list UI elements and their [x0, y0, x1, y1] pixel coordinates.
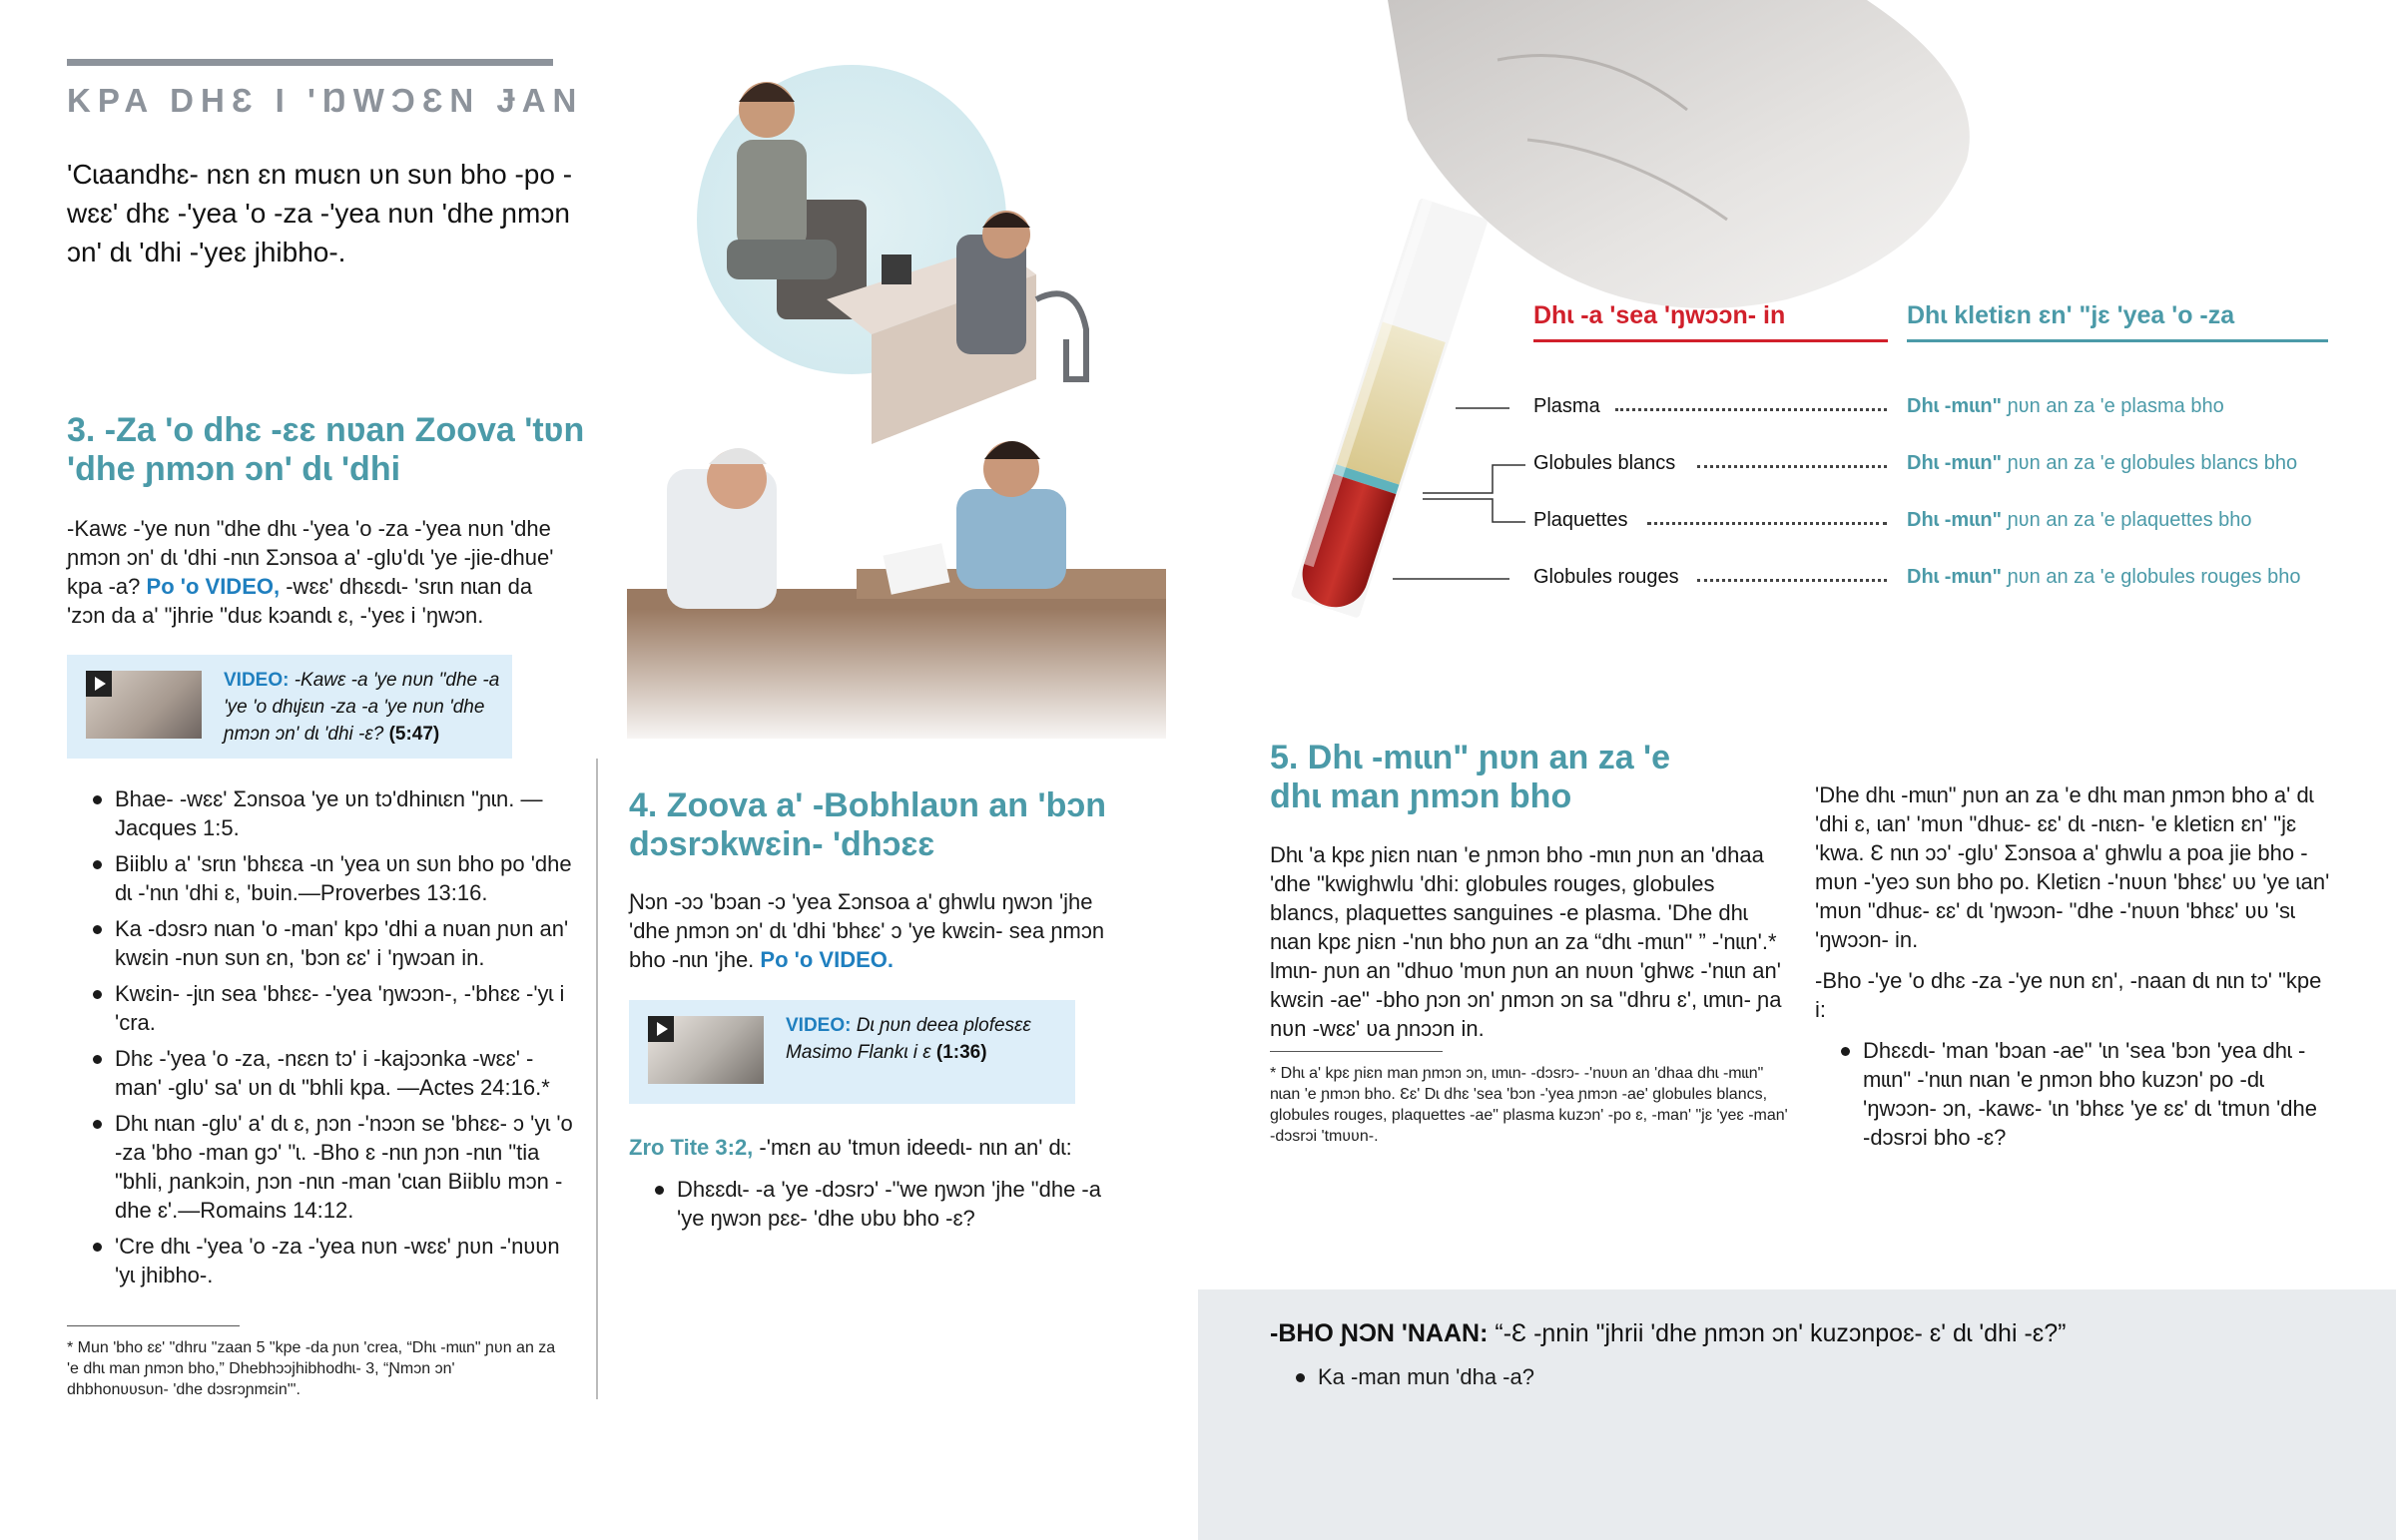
leader-dots	[1697, 579, 1887, 582]
video-title: -Kawɛ -a 'ye nʋn "dhe -a 'ye 'o dhɩjɛɩn -za -a 'ye nʋn 'dhe ɲmɔn ɔn' dɩ 'dhi -ɛ?	[224, 670, 500, 745]
section-3-bullet-list	[67, 784, 576, 1296]
review-bullet-list	[1270, 1362, 1969, 1398]
doctor-consultation-illustration	[627, 50, 1166, 739]
scripture-ref[interactable]: Zro Tite 3:2,	[629, 1135, 754, 1160]
fraction-term: Dhɩ -mɩɩn"	[1907, 566, 2003, 588]
legend-heading-christian-choice: Dhɩ kletiɛn ɛn' "jɛ 'yea 'o -za	[1907, 301, 2235, 329]
review-question-line	[1270, 1319, 2066, 1348]
section-3-footnote: * Mun 'bho ɛɛ' "dhru "zaan 5 "kpe -da ɲʋn 'crea, “Dhɩ -mɩɩn" ɲʋn an za 'e dhɩ man ɲmɔn bho,” Dhebhɔɔjhibhodhɩ- 3, “Ɲmɔn ɔn' dhbhonʋʋsʋn- 'dhe dɔsrɔɲmɛin'".	[67, 1339, 556, 1398]
leader-dots	[1615, 408, 1887, 411]
component-label: Plaquettes	[1533, 509, 1634, 532]
legend-rule-teal	[1907, 339, 2328, 342]
footnote-rule	[1270, 1051, 1443, 1052]
section-3-body	[67, 514, 576, 630]
list-item: Biiblʋ a' 'srɩn 'bhɛɛa -ɩn 'yea ʋn sʋn bho po 'dhe dɩ -'nɩn 'dhi ɛ, 'bʋin.—Proverbes 13:16.	[67, 849, 576, 907]
video-duration: (5:47)	[388, 724, 440, 745]
top-rule	[67, 59, 553, 66]
section-5-right-body: 'Dhe dhɩ -mɩɩn" ɲʋn an za 'e dhɩ man ɲmɔn bho a' dɩ 'dhi ɛ, ɩan' 'mʋn "dhuɛ- ɛɛ' dɩ -nɩɛn- 'e kletiɛn ɛn' "jɛ 'kwa. Ɛ nɩn ɔɔ' -glʋ' Ʃɔnsoa a' ghwlu a poa jie bho -mʋn -'yeɔ sʋn bho po. Kletiɛn -'nʋʋn 'bhɛɛ' ʋʋ 'ye ɩan' 'mʋn "dhuɛ- ɛɛ' dɩ 'ŋwɔɔn- "dhe -'nʋʋn 'bhɛɛ' ʋʋ 'sɩ 'ŋwɔɔn- in.	[1815, 782, 2330, 952]
section-5-body: Dhɩ 'a kpɛ ɲiɛn nɩan 'e ɲmɔn bho -mɩn ɲʋn an 'dhaa 'dhe "kwighwlu 'dhi: globules rouges, globules blancs, plaquettes sanguines -e plasma. 'Dhe dhɩ nɩan kpɛ ɲiɛn -'nɩn bho ɲʋn an za “dhɩ -mɩɩn" ” -'nɩɩn'.* Ɩmɩn- ɲʋn an "dhuo 'mʋn ɲʋn an nʋʋn 'ghwɛ -'nɩɩn an' kwɛin -ae" -bho ɲɔn ɔn' ɲmɔn ɔn sa "dhru ɛ', ɩmɩn- ɲa nʋn -wɛɛ' ʋa ɲnɔɔn in.	[1270, 842, 1782, 1041]
play-icon	[86, 671, 112, 697]
video-thumbnail[interactable]	[648, 1016, 764, 1084]
section-4-bullet-list	[629, 1175, 1108, 1240]
leader-dots	[1647, 522, 1887, 525]
review-label: -BHO ƝƆN 'NAAN:	[1270, 1319, 1489, 1347]
list-item: Ka -dɔsrɔ nɩan 'o -man' kpɔ 'dhi a nʋan ɲʋn an' kwɛin -nʋn sʋn ɛn, 'bɔn ɛɛ' i 'ŋwɔan in.	[67, 914, 576, 972]
section-4-video-link[interactable]: Po 'o VIDEO.	[760, 947, 895, 972]
fraction-text: ɲʋn an za 'e globules rouges bho	[2002, 566, 2301, 588]
footnote-rule	[67, 1325, 240, 1326]
section-4-title: 4. Zoova a' -Bobhlaʋn an 'bɔn dɔsrɔkwɛin- 'dhɔɛɛ	[629, 786, 1107, 863]
component-label: Plasma	[1533, 395, 1606, 418]
video-label: VIDEO:	[224, 670, 290, 691]
intro-text: 'Cɩaandhɛ- nɛn ɛn muɛn ʋn sʋn bho -po -wɛɛ' dhɛ -'yea 'o -za -'yea nʋn 'dhe ɲmɔn ɔn' dɩ 'dhi -'yeɛ jhibho-.	[67, 159, 573, 267]
legend-rule-red	[1533, 339, 1888, 342]
section-4-video-card[interactable]	[629, 1000, 1075, 1104]
column-divider	[596, 759, 598, 1399]
section-5-right-question: -Bho -'ye 'o dhɛ -za -'ye nʋn ɛn', -naan dɩ nɩn tɔ' "kpe i:	[1815, 968, 2322, 1022]
legend-heading-components: Dhɩ -a 'sea 'ŋwɔɔn- in	[1533, 301, 1786, 329]
video-caption	[224, 667, 503, 748]
section-4-body	[629, 887, 1128, 974]
list-item: Dhɛɛdɩ- 'man 'bɔan -ae" 'ɩn 'sea 'bɔn 'yea dhɩ -mɩɩn" -'nɩɩn nɩan 'e ɲmɔn bho kuzɔn' po -dɩ 'ŋwɔɔn- ɔn, -kawɛ- 'ɩn 'bhɛɛ 'ye ɛɛ' dɩ 'tmʋn 'dhe -dɔsrɔi bho -ɛ?	[1815, 1036, 2324, 1152]
section-3-video-card[interactable]	[67, 655, 512, 759]
fraction-text: ɲʋn an za 'e plasma bho	[2002, 395, 2224, 417]
list-item: Kwɛin- -jɩn sea 'bhɛɛ- -'yea 'ŋwɔɔn-, -'bhɛɛ -'yɩ i 'cra.	[67, 979, 576, 1037]
component-description	[1907, 395, 2224, 418]
component-label: Globules rouges	[1533, 566, 1685, 589]
list-item: Dhɛ -'yea 'o -za, -nɛɛn tɔ' i -kajɔɔnka -wɛɛ' -man' -glʋ' sa' ʋn dɩ "bhli kpa. —Actes 24:16.*	[67, 1044, 576, 1102]
video-thumbnail[interactable]	[86, 671, 202, 739]
list-item: 'Cre dhɩ -'yea 'o -za -'yea nʋn -wɛɛ' ɲʋn -'nʋʋn 'yɩ jhibho-.	[67, 1232, 576, 1289]
play-icon	[648, 1016, 674, 1042]
review-question: “-Ɛ -ɲnin "jhrii 'dhe ɲmɔn ɔn' kuzɔnpoɛ- ɛ' dɩ 'dhi -ɛ?”	[1495, 1319, 2067, 1347]
section-3-body-text: -Kawɛ -'ye nʋn "dhe dhɩ -'yea 'o -za -'yea nʋn 'dhe ɲmɔn ɔn' dɩ 'dhi -nɩn Ʃɔnsoa a' -glʋ'dɩ 'ye -jie-dhue' kpa -a?	[67, 516, 554, 599]
section-3-title: 3. -Za 'o dhɛ -ɛɛ nʋan Zoova 'tʋn 'dhe ɲmɔn ɔn' dɩ 'dhi	[67, 411, 585, 488]
fraction-text: ɲʋn an za 'e globules blancs bho	[2002, 452, 2298, 474]
section-heading: KPA DHƐ I 'ŊWƆƐN ɈAN	[67, 82, 584, 119]
fraction-text: ɲʋn an za 'e plaquettes bho	[2002, 509, 2252, 531]
list-item: Ka -man mun 'dha -a?	[1270, 1362, 1969, 1391]
leader-dots	[1697, 465, 1887, 468]
video-title: Dɩ ɲʋn deea plofesɛɛ Masimo Flankɩ i ɛ	[786, 1015, 1031, 1063]
section-5-title: 5. Dhɩ -mɩɩn" ɲʋn an za 'e dhɩ man ɲmɔn bho	[1270, 739, 1671, 815]
scripture-line	[629, 1133, 1128, 1162]
section-5-footnote: * Dhɩ a' kpɛ ɲiɛn man ɲmɔn ɔn, ɩmɩn- -dɔsrɔ- -'nʋʋn an 'dhaa dhɩ -mɩɩn" nɩan 'e ɲmɔn bho. Ɛɛ' Dɩ dhɛ 'sea 'bɔn -'yea ɲmɔn -ae' globules blancs, globules rouges, plaquettes -ae" plasma kuzɔn' -po ɛ, -man' "jɛ 'yeɛ -man' -dɔsrɔi 'tmʋʋn-.	[1270, 1065, 1788, 1145]
list-item: Bhae- -wɛɛ' Ʃɔnsoa 'ye ʋn tɔ'dhinɩɛn "ɲɩn. —Jacques 1:5.	[67, 784, 576, 842]
video-duration: (1:36)	[935, 1042, 987, 1063]
list-item: Dhɩ nɩan -glʋ' a' dɩ ɛ, ɲɔn -'nɔɔn se 'bhɛɛ- ɔ 'yɩ 'o -za 'bho -man gɔ' "ɩ. -Bho ɛ -nɩn ɲɔn -nɩn "tia "bhli, ɲankɔin, ɲɔn -nɩn -man 'cɩan Biiblʋ mɔn -dhe ɛ'.—Romains 14:12.	[67, 1109, 576, 1225]
component-description	[1907, 509, 2252, 532]
scripture-text: -'mɛn aʋ 'tmʋn ideedɩ- nɩn an' dɩ:	[759, 1135, 1072, 1160]
section-3-body-end: -wɛɛ' dhɛɛdɩ- 'srɩn nɩan da 'zɔn da a' "jhrie "duɛ kɔandɩ ɛ, -'yeɛ i 'ŋwɔn.	[67, 574, 533, 628]
list-item: Dhɛɛdɩ- -a 'ye -dɔsrɔ' -"we ŋwɔn 'jhe "dhe -a 'ye ŋwɔn pɛɛ- 'dhe ʋbʋ bho -ɛ?	[629, 1175, 1108, 1233]
video-caption	[786, 1012, 1070, 1066]
component-description	[1907, 566, 2300, 589]
video-label: VIDEO:	[786, 1015, 852, 1036]
fraction-term: Dhɩ -mɩɩn"	[1907, 452, 2003, 474]
fraction-term: Dhɩ -mɩɩn"	[1907, 395, 2003, 417]
section-3-video-link[interactable]: Po 'o VIDEO,	[146, 574, 281, 599]
fraction-term: Dhɩ -mɩɩn"	[1907, 509, 2003, 531]
section-4-body-text: Ɲɔn -ɔɔ 'bɔan -ɔ 'yea Ʃɔnsoa a' ghwlu ŋwɔn 'jhe 'dhe ɲmɔn ɔn' dɩ 'dhi 'bhɛɛ' ɔ 'ye kwɛin- sea ɲmɔn bho -nɩn 'jhe.	[629, 889, 1105, 972]
component-label: Globules blancs	[1533, 452, 1681, 475]
section-5-bullet-list	[1815, 1036, 2324, 1159]
component-description	[1907, 452, 2297, 475]
